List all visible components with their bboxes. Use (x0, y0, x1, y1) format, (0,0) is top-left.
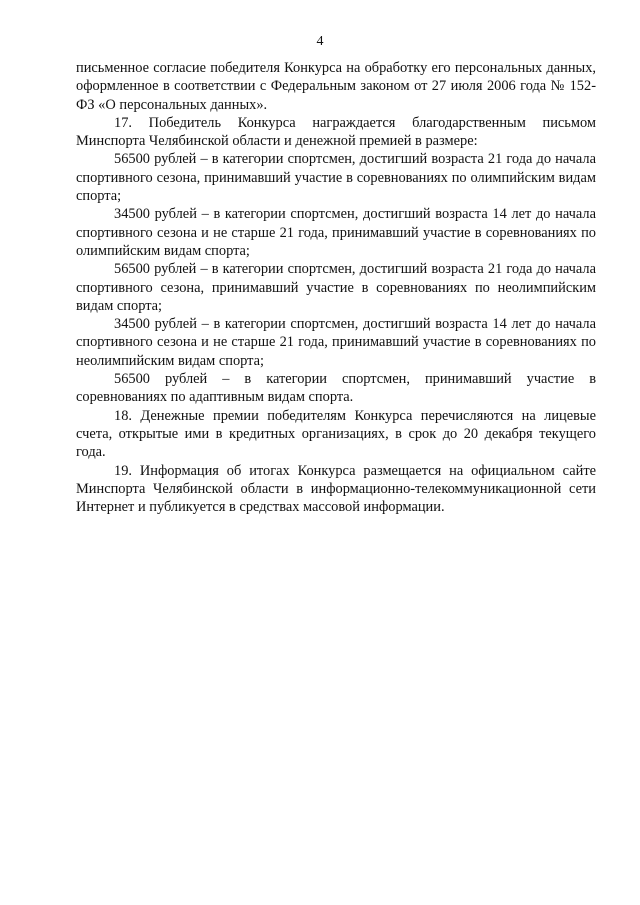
document-body (76, 59, 596, 516)
paragraph-19-publication: 19. Информация об итогах Конкурса размещается на официальном сайте Минспорта Челябинской области в информационно-телекоммуникационной сети Интернет и публикуется в средствах массовой информации. (76, 462, 596, 516)
paragraph-prize-olympic-adult: 56500 рублей – в категории спортсмен, достигший возраста 21 года до начала спортивного сезона, принимавший участие в соревнованиях по олимпийским видам спорта; (76, 151, 596, 205)
paragraph-prize-olympic-youth: 34500 рублей – в категории спортсмен, достигший возраста 14 лет до начала спортивного сезона и не старше 21 года, принимавший участие в соревнованиях по олимпийским видам спорта; (76, 206, 596, 259)
paragraph-prize-adaptive: 56500 рублей – в категории спортсмен, принимавший участие в соревнованиях по адаптивным видам спорта. (76, 371, 596, 406)
paragraph-consent: письменное согласие победителя Конкурса на обработку его персональных данных, оформленное в соответствии с Федеральным законом от 27 июля 2006 года № 152-ФЗ «О персональных данных». (76, 60, 596, 113)
paragraph-18-payment: 18. Денежные премии победителям Конкурса перечисляются на лицевые счета, открытые ими в кредитных организациях, в срок до 20 декабря текущего года. (76, 407, 596, 461)
page-number: 4 (316, 34, 324, 49)
paragraph-prize-nonolympic-adult: 56500 рублей – в категории спортсмен, достигший возраста 21 года до начала спортивного сезона, принимавший участие в соревнованиях по неолимпийским видам спорта; (76, 261, 596, 314)
paragraph-prize-nonolympic-youth: 34500 рублей – в категории спортсмен, достигший возраста 14 лет до начала спортивного сезона и не старше 21 года, принимавший участие в соревнованиях по неолимпийским видам спорта; (76, 316, 596, 369)
paragraph-17-award: 17. Победитель Конкурса награждается благодарственным письмом Минспорта Челябинской области и денежной премией в размере: (76, 114, 596, 150)
